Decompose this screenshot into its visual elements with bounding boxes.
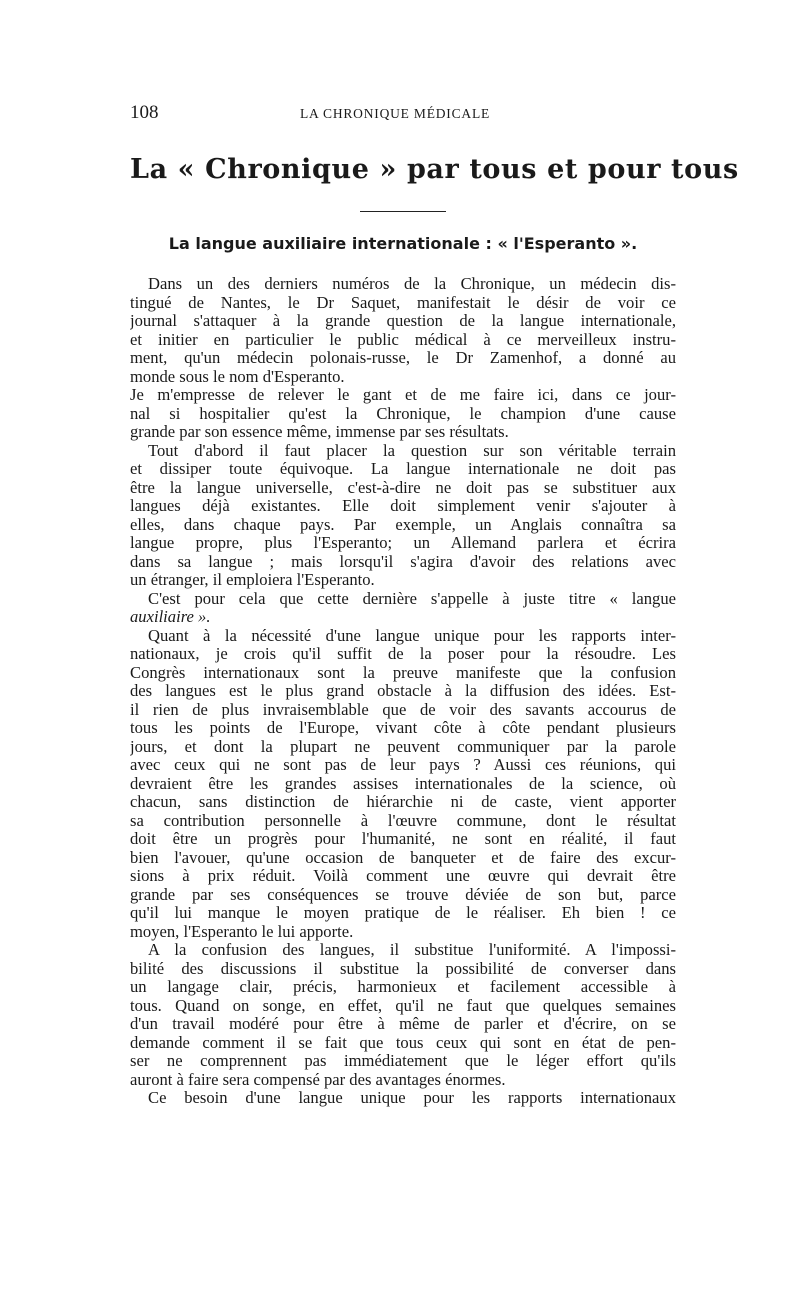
text-line: langue propre, plus l'Esperanto; un Allemand parlera et écrira	[130, 534, 676, 552]
text-line: jours, et dont la plupart ne peuvent communiquer par la parole	[130, 737, 676, 756]
text-line: elles, dans chaque pays. Par exemple, un Anglais connaîtra sa	[130, 515, 676, 534]
divider-rule	[360, 211, 446, 212]
text-line: et initier en particulier le public médical à ce merveilleux instru-	[130, 330, 676, 349]
text-line: être la langue universelle, c'est-à-dire ne doit pas se substituer aux	[130, 478, 676, 497]
text-line: nal si hospitalier qu'est la Chronique, le champion d'une cause	[130, 404, 676, 423]
rubric-title: La « Chronique » par tous et pour tous	[130, 154, 739, 185]
section-heading: La langue auxiliaire internationale : « l'Esperanto ».	[168, 234, 638, 253]
text-line: sa contribution personnelle à l'œuvre commune, dont le résultat	[130, 811, 676, 830]
journal-title: LA CHRONIQUE MÉDICALE	[300, 106, 491, 121]
text-line: Congrès internationaux sont la preuve manifeste que la confusion	[130, 663, 676, 682]
text-line: journal s'attaquer à la grande question de la langue internationale,	[130, 312, 676, 330]
text-line: ser ne comprennent pas immédiatement que le léger effort qu'ils	[130, 1052, 676, 1070]
text-line: Dans un des derniers numéros de la Chronique, un médecin dis-	[148, 275, 676, 293]
text-line: devraient être les grandes assises internationales de la science, où	[130, 774, 676, 793]
text-line: moyen, l'Esperanto le lui apporte.	[130, 922, 354, 941]
text-line: ment, qu'un médecin polonais-russe, le Dr Zamenhof, a donné au	[130, 349, 676, 367]
text-line: Je m'empresse de relever le gant et de me faire ici, dans ce jour-	[130, 386, 676, 404]
text-line: bilité des discussions il substitue la possibilité de converser dans	[130, 959, 676, 978]
text-line: dans sa langue ; mais lorsqu'il s'agira d'avoir des relations avec	[130, 552, 676, 571]
text-line: grande par son essence même, immense par ses résultats.	[130, 423, 509, 441]
text-line: monde sous le nom d'Esperanto.	[130, 367, 345, 386]
text-line: d'un travail modéré pour être à même de parler et d'écrire, on se	[130, 1015, 676, 1033]
article-body	[130, 275, 676, 1108]
text-line: un langage clair, précis, harmonieux et facilement accessible à	[130, 978, 676, 996]
text-line: langues déjà existantes. Elle doit simplement venir s'ajouter à	[130, 497, 676, 515]
running-head	[130, 100, 676, 128]
text-line: avec ceux qui ne sont pas de leur pays ? Aussi ces réunions, qui	[130, 756, 676, 774]
text-line: grande par ses conséquences se trouve déviée de son but, parce	[130, 885, 676, 904]
text-line: bien l'avouer, qu'une occasion de banqueter et de faire des excur-	[130, 848, 676, 867]
text-line: doit être un progrès pour l'humanité, ne sont en réalité, il faut	[130, 830, 676, 848]
text-line: un étranger, il emploiera l'Esperanto.	[130, 571, 375, 589]
text-line: et dissiper toute équivoque. La langue internationale ne doit pas	[130, 460, 676, 478]
text-line: nationaux, je crois qu'il suffit de la poser pour la résoudre. Les	[130, 645, 676, 663]
text-line: tingué de Nantes, le Dr Saquet, manifestait le désir de voir ce	[130, 293, 676, 312]
text-line: A la confusion des langues, il substitue l'uniformité. A l'impossi-	[148, 941, 676, 959]
text-line: demande comment il se fait que tous ceux qui sont en état de pen-	[130, 1033, 676, 1052]
text-line: tous. Quand on songe, en effet, qu'il ne faut que quelques semaines	[130, 996, 676, 1015]
text-line: auxiliaire ».	[130, 608, 211, 626]
journal-page	[130, 100, 739, 1108]
text-line: auront à faire sera compensé par des avantages énormes.	[130, 1070, 506, 1089]
text-line: il rien de plus invraisemblable que de voir des savants accourus de	[130, 700, 676, 719]
text-line: Tout d'abord il faut placer la question sur son véritable terrain	[148, 441, 676, 460]
page-number: 108	[130, 102, 159, 123]
text-line: Ce besoin d'une langue unique pour les rapports internationaux	[148, 1089, 676, 1107]
text-line: tous les points de l'Europe, vivant côte à côte pendant plusieurs	[130, 719, 676, 737]
text-line: des langues est le plus grand obstacle à la diffusion des idées. Est-	[130, 682, 676, 700]
text-line: C'est pour cela que cette dernière s'appelle à juste titre « langue	[148, 589, 676, 608]
text-line: qu'il lui manque le moyen pratique de le réaliser. Eh bien ! ce	[130, 904, 676, 922]
text-line: Quant à la nécessité d'une langue unique pour les rapports inter-	[148, 626, 676, 645]
text-line: chacun, sans distinction de hiérarchie ni de caste, vient apporter	[130, 793, 676, 811]
text-line: sions à prix réduit. Voilà comment une œuvre qui devrait être	[130, 867, 676, 885]
